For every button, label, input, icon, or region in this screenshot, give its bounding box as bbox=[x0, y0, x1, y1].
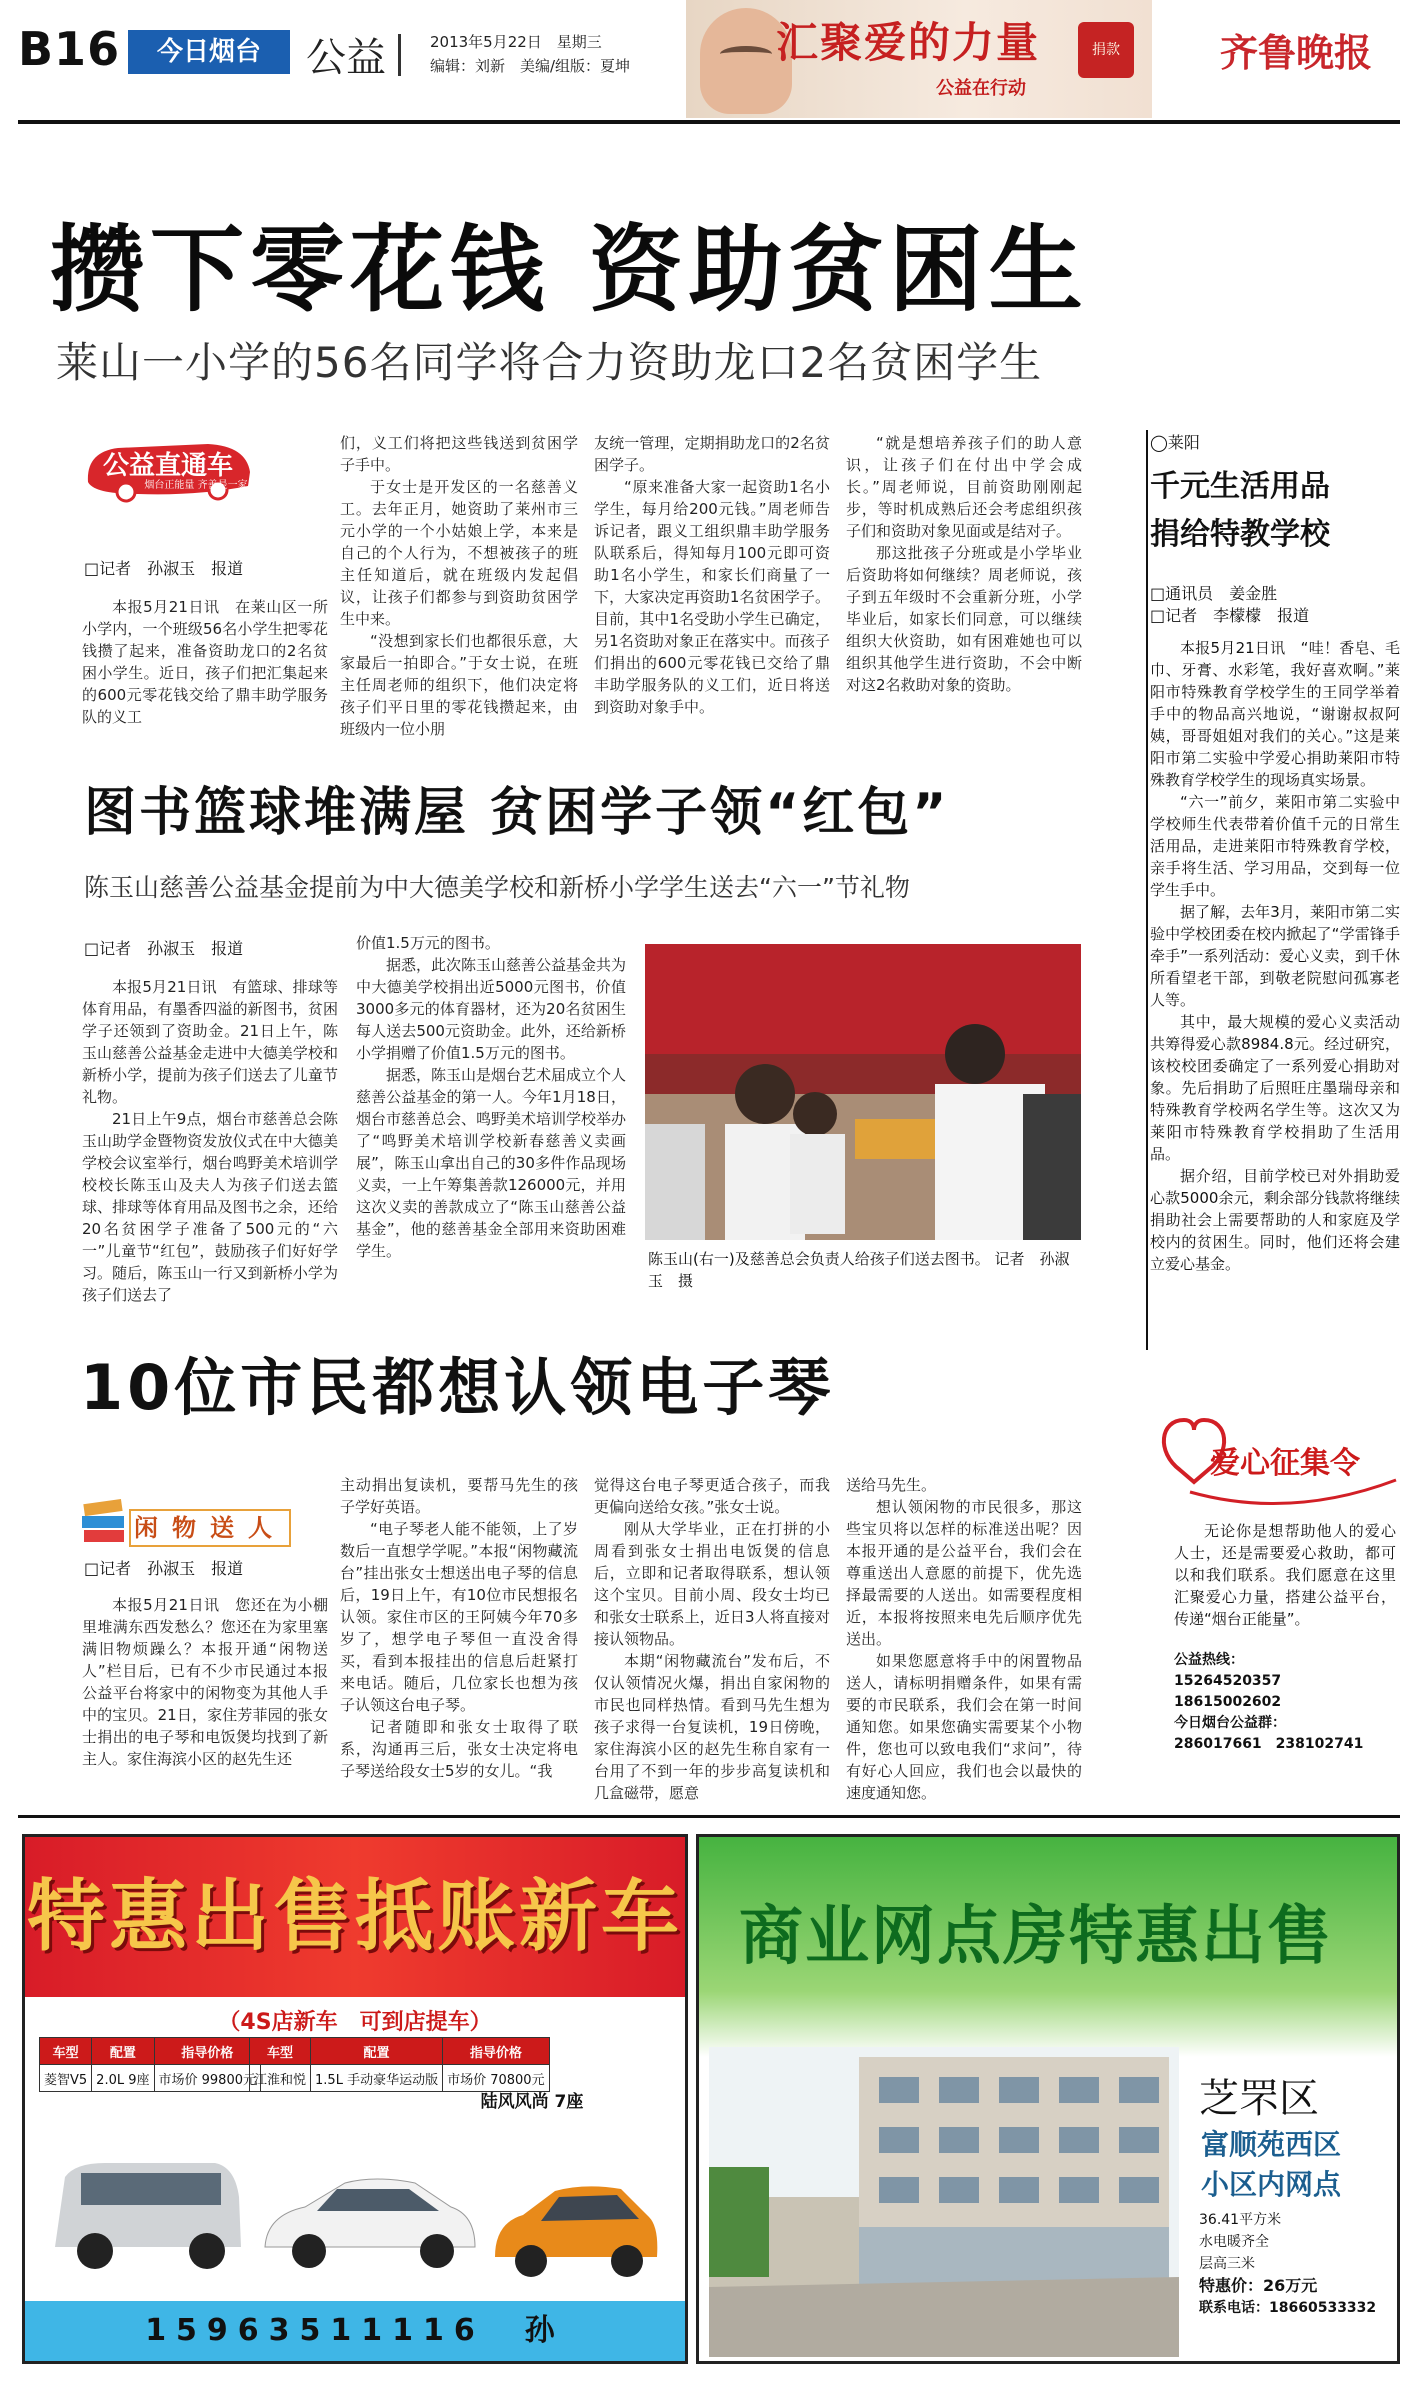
paragraph: 那这批孩子分班或是小学毕业后资助将如何继续？周老师说，孩子到五年级时不会重新分班，小学毕业后，如家长们同意，可以继续组织大伙资助，如有困难她也可以组织其他学生进行资助，不会中断对这2名救助对象的资助。 bbox=[846, 544, 1082, 694]
table-cell: 1.5L 手动豪华运动版 bbox=[311, 2065, 443, 2092]
car-table-left bbox=[39, 2037, 261, 2092]
paragraph: “就是想培养孩子们的助人意识，让孩子们在付出中学会成长。”周老师说，目前资助刚刚起步，等时机成熟后还会考虑组织孩子们和资助对象见面或是结对子。 bbox=[846, 434, 1082, 540]
paragraph: 记者随即和张女士取得了联系，沟通再三后，张女士决定将电子琴送给段女士5岁的女儿。“我 bbox=[340, 1718, 578, 1780]
paragraph: “六一”前夕，莱阳市第二实验中学校师生代表带着价值千元的日常生活用品，走进莱阳市特殊教育学校，亲手将生活、学习用品，交到每一位学生手中。 bbox=[1150, 793, 1400, 899]
paragraph: 21日上午9点，烟台市慈善总会陈玉山助学金暨物资发放仪式在中大德美学校会议室举行，烟台鸣野美术培训学校校长陈玉山及夫人为孩子们送去篮球、排球等体育用品及图书之余，还给20名贫困学子准备了500元的“六一”儿童节“红包”，鼓励孩子们好好学习。随后，陈玉山一行又到新桥小学为孩子们送去了 bbox=[82, 1110, 338, 1304]
table-header: 配置 bbox=[311, 2038, 443, 2065]
paragraph: 主动捐出复读机，要帮马先生的孩子学好英语。 bbox=[340, 1476, 578, 1516]
project-line: 富顺苑西区 bbox=[1201, 2128, 1342, 2161]
car-images bbox=[45, 2127, 665, 2297]
qq-group-numbers: 286017661 238102741 bbox=[1174, 1736, 1364, 1752]
byline-line: □通讯员 姜金胜 bbox=[1150, 584, 1278, 603]
sidebar-headline-line: 千元生活用品 bbox=[1150, 469, 1330, 504]
table-header: 指导价格 bbox=[443, 2038, 550, 2065]
story1-col2 bbox=[340, 432, 578, 740]
table-cell: 2.0L 9座 bbox=[92, 2065, 154, 2092]
sidebar-location: ◯莱阳 bbox=[1150, 433, 1200, 452]
paragraph: 据了解，去年3月，莱阳市第二实验中学校团委在校内掀起了“学雷锋手牵手”一系列活动：爱心义卖，到千休所看望老干部，到敬老院慰问孤寡老人等。 bbox=[1150, 903, 1400, 1009]
story3-col4 bbox=[846, 1474, 1082, 1804]
car-model-label: 陆风风尚 7座 bbox=[480, 2092, 584, 2112]
banner-subtitle: 公益在行动 bbox=[936, 78, 1026, 99]
donation-box-icon: 捐款 bbox=[1078, 22, 1134, 78]
paragraph: 刚从大学毕业，正在打拼的小周看到张女士捐出电饭煲的信息后，立即和记者取得联系，想认领这个宝贝。目前小周、段女士均已和张女士联系上，近日3人将直接对接认领物品。 bbox=[594, 1520, 830, 1648]
car-ad-subtitle: （4S店新车 可到店提车） bbox=[218, 2010, 492, 2035]
header-divider bbox=[398, 34, 401, 76]
banner-title: 汇聚爱的力量 bbox=[776, 18, 1041, 67]
free-items-logo bbox=[80, 1488, 300, 1558]
project-line: 小区内网点 bbox=[1201, 2168, 1342, 2201]
property-ad-title: 商业网点房特惠出售 bbox=[739, 1900, 1333, 1974]
story2-col1 bbox=[82, 976, 338, 1306]
sidebar-byline bbox=[1150, 583, 1400, 627]
car-table-right bbox=[249, 2037, 550, 2092]
love-call-body bbox=[1174, 1520, 1396, 1630]
story3-col3 bbox=[594, 1474, 830, 1804]
mpv-image bbox=[495, 2186, 657, 2277]
table-header: 指导价格 bbox=[154, 2038, 261, 2065]
paragraph: 无论你是想帮助他人的爱心人士，还是需要爱心救助，都可以和我们联系。我们愿意在这里汇聚爱心力量，搭建公益平台，传递“烟台正能量”。 bbox=[1174, 1522, 1396, 1628]
story1-col1 bbox=[82, 596, 328, 728]
paragraph: 其中，最大规模的爱心义卖活动共筹得爱心款8984.8元。经过研究，该校校团委确定了一系列爱心捐助对象。先后捐助了后照旺庄墨瑞母亲和特殊教育学校两名学生等。这次又为莱阳市特殊教育学校捐助了生活用品。 bbox=[1150, 1013, 1400, 1163]
price-line: 特惠价：26万元 bbox=[1199, 2276, 1318, 2295]
detail-line: 水电暖齐全 bbox=[1199, 2234, 1269, 2250]
paragraph: 友统一管理，定期捐助龙口的2名贫困学子。 bbox=[594, 434, 830, 474]
page-number: B16 bbox=[18, 22, 121, 76]
van-image bbox=[55, 2163, 241, 2269]
hotline-numbers: 15264520357 18615002602 bbox=[1174, 1673, 1296, 1710]
story1-byline: □记者 孙淑玉 报道 bbox=[84, 559, 244, 578]
contact-line: 联系电话：18660533332 bbox=[1199, 2300, 1377, 2316]
paragraph: 如果您愿意将手中的闲置物品送人，请标明捐赠条件，如果有需要的市民联系，我们会在第一时间通知您。如果您确实需要某个小物件，您也可以致电我们“求问”，待有好心人回应，我们也会以最快的速度通知您。 bbox=[846, 1652, 1082, 1802]
table-header: 车型 bbox=[250, 2038, 311, 2065]
charity-banner bbox=[686, 0, 1152, 118]
category-label: 公益 bbox=[306, 35, 386, 81]
car-ad-title: 特惠出售抵账新车 bbox=[25, 1837, 685, 1997]
paragraph: 送给马先生。 bbox=[846, 1476, 937, 1494]
table-header: 配置 bbox=[92, 2038, 154, 2065]
sedan-image bbox=[265, 2179, 475, 2268]
paragraph: 本期“闲物藏流台”发布后，不仅认领情况火爆，捐出自家闲物的市民也同样热情。看到马先生想为孩子求得一台复读机，19日傍晚，家住海滨小区的赵先生称自家有一台用了不到一年的步步高复读机和几盒磁带，愿意 bbox=[594, 1652, 830, 1802]
detail-line: 36.41平方米 bbox=[1199, 2212, 1282, 2228]
story2-col2 bbox=[356, 932, 626, 1262]
ad-divider bbox=[18, 1815, 1400, 1818]
love-call-title: 爱心征集令 bbox=[1210, 1446, 1360, 1481]
story1-subhead: 莱山一小学的56名同学将合力资助龙口2名贫困学生 bbox=[56, 338, 1043, 387]
paragraph: 本报5月21日讯 在莱山区一所小学内，一个班级56名小学生把零花钱攒了起来，准备资助龙口的2名贫困小学生。近日，孩子们把汇集起来的600元零花钱交给了鼎丰助学服务队的义工 bbox=[82, 598, 328, 726]
charity-express-logo bbox=[78, 432, 258, 504]
issue-date: 2013年5月22日 星期三 bbox=[430, 33, 602, 51]
qq-group-label: 今日烟台公益群： bbox=[1174, 1715, 1286, 1731]
property-sale-ad bbox=[696, 1834, 1400, 2364]
editor-credits: 编辑：刘新 美编/组版：夏坤 bbox=[430, 57, 631, 75]
project-name bbox=[1201, 2125, 1341, 2205]
love-call-box bbox=[1150, 1400, 1402, 1540]
photo-caption: 陈玉山(右一)及慈善总会负责人给孩子们送去图书。 记者 孙淑玉 摄 bbox=[648, 1250, 1070, 1290]
section-tag: 今日烟台 bbox=[128, 30, 290, 74]
byline-line: □记者 李檬檬 报道 bbox=[1150, 606, 1310, 625]
paragraph: 据介绍，目前学校已对外捐助爱心款5000余元，剩余部分钱款将继续捐助社会上需要帮助的人和家庭及学校内的贫困生。同时，他们还将会建立爱心基金。 bbox=[1150, 1167, 1400, 1273]
story2-subhead: 陈玉山慈善公益基金提前为中大德美学校和新桥小学学生送去“六一”节礼物 bbox=[84, 873, 910, 902]
paragraph: 据悉，陈玉山是烟台艺术届成立个人慈善公益基金的第一人。今年1月18日，烟台市慈善总会、鸣野美术培训学校举办了“鸣野美术培训学校新春慈善义卖画展”，陈玉山拿出自己的30多件作品现场义卖，一上午筹集善款126000元，并用这次义卖的善款成立了“陈玉山慈善公益基金”，他的慈善基金全部用来资助困难学生。 bbox=[356, 1066, 627, 1260]
story3-headline: 10位市民都想认领电子琴 bbox=[80, 1351, 835, 1424]
sidebar-divider bbox=[1146, 430, 1148, 1350]
story3-byline: □记者 孙淑玉 报道 bbox=[84, 1559, 244, 1578]
story1-col4 bbox=[846, 432, 1082, 696]
table-cell: 市场价 70800元 bbox=[443, 2065, 550, 2092]
story2-headline: 图书篮球堆满屋 贫困学子领“红包” bbox=[84, 783, 950, 843]
car-sale-ad bbox=[22, 1834, 688, 2364]
paragraph: 价值1.5万元的图书。 bbox=[356, 934, 500, 952]
detail-line: 层高三米 bbox=[1199, 2256, 1255, 2272]
badge-text: 闲物送人 bbox=[134, 1514, 286, 1542]
car-ad-phone: 15963511116 孙 bbox=[25, 2301, 685, 2361]
paragraph: 们，义工们将把这些钱送到贫困学子手中。 bbox=[340, 434, 578, 474]
newspaper-masthead: 齐鲁晚报 bbox=[1220, 30, 1373, 75]
paragraph: “没想到家长们也都很乐意，大家最后一拍即合。”于女士说，在班主任周老师的组织下，他们决定将孩子们平日里的零花钱攒起来，由班级内一位小朋 bbox=[340, 632, 578, 738]
story2-byline: □记者 孙淑玉 报道 bbox=[84, 939, 244, 958]
paragraph: 本报5月21日讯 “哇！香皂、毛巾、牙膏、水彩笔，我好喜欢啊。”莱阳市特殊教育学校学生的王同学举着手中的物品高兴地说，“谢谢叔叔阿姨，哥哥姐姐对我们的关心。”这是莱阳市第二实验中学爱心捐助莱阳市特殊教育学校学生的现场真实场景。 bbox=[1150, 639, 1400, 789]
badge-text: 公益直通车 bbox=[102, 451, 234, 481]
paragraph: 觉得这台电子琴更适合孩子，而我更偏向送给女孩。”张女士说。 bbox=[594, 1476, 830, 1516]
paragraph: 本报5月21日讯 有篮球、排球等体育用品，有墨香四溢的新图书，贫困学子还领到了资助金。21日上午，陈玉山慈善公益基金走进中大德美学校和新桥小学，提前为孩子们送去了儿童节礼物。 bbox=[82, 978, 338, 1106]
sidebar-headline-line: 捐给特教学校 bbox=[1150, 517, 1330, 552]
table-cell: 市场价 99800元 bbox=[154, 2065, 261, 2092]
paragraph: “电子琴老人能不能领，上了岁数后一直想学学呢。”本报“闲物藏流台”挂出张女士想送出电子琴的信息后，19日上午，有10位市民想报名认领。家住市区的王阿姨今年70多岁了，想学电子琴但一直没舍得买，看到本报挂出的信息后赶紧打来电话。随后，几位家长也想为孩子认领这台电子琴。 bbox=[340, 1520, 578, 1714]
story1-col3 bbox=[594, 432, 830, 718]
story1-headline: 攒下零花钱 资助贫困生 bbox=[50, 216, 1089, 325]
story3-col1 bbox=[82, 1594, 328, 1770]
paragraph: 于女士是开发区的一名慈善义工。去年正月，她资助了莱州市三元小学的一个小姑娘上学，本来是自己的个人行为，不想被孩子的班主任知道后，就在班级内发起倡议，让孩子们都参与到资助贫困学生中来。 bbox=[340, 478, 578, 628]
paragraph: 本报5月21日讯 您还在为小棚里堆满东西发愁么？您还在为家里塞满旧物烦躁么？本报开通“闲物送人”栏目后，已有不少市民通过本报公益平台将家中的闲物变为其他人手中的宝贝。21日，家住芳菲园的张女士捐出的电子琴和电饭煲均找到了新主人。家住海滨小区的赵先生还 bbox=[82, 1596, 328, 1768]
paragraph: 想认领闲物的市民很多，那这些宝贝将以怎样的标准送出呢？因本报开通的是公益平台，我们会在尊重送出人意愿的前提下，优先选择最需要的人送出。如需要程度相近，本报将按照来电先后顺序优先送出。 bbox=[846, 1498, 1082, 1648]
love-contact bbox=[1174, 1650, 1400, 1755]
property-details bbox=[1199, 2209, 1376, 2319]
header-meta bbox=[430, 30, 630, 78]
top-rule bbox=[18, 120, 1400, 124]
paragraph: 据悉，此次陈玉山慈善公益基金共为中大德美学校捐出近5000元图书，价值3000多元的体育器材，还为20名贫困生每人送去500元资助金。此外，还给新桥小学捐赠了价值1.5万元的图书。 bbox=[356, 956, 627, 1062]
news-photo bbox=[645, 944, 1081, 1240]
building-photo bbox=[709, 2047, 1179, 2357]
hotline-label: 公益热线： bbox=[1174, 1652, 1244, 1668]
table-cell: 江淮和悦 bbox=[250, 2065, 311, 2092]
story3-col2 bbox=[340, 1474, 578, 1782]
sidebar-body bbox=[1150, 637, 1400, 1275]
district-name: 芝罘区 bbox=[1199, 2076, 1319, 2122]
badge-slogan: 烟台正能量 齐善是一家 bbox=[144, 480, 248, 491]
sidebar-headline bbox=[1150, 463, 1400, 559]
table-header: 车型 bbox=[40, 2038, 92, 2065]
table-cell: 菱智V5 bbox=[40, 2065, 92, 2092]
paragraph: “原来准备大家一起资助1名小学生，每月给200元钱。”周老师告诉记者，跟义工组织鼎丰助学服务队联系后，得知每月100元即可资助1名小学生，和家长们商量了一下，大家决定再资助1名贫困学子。目前，其中1名受助小学生已确定，另1名资助对象正在落实中。而孩子们捐出的600元零花钱已交给了鼎丰助学服务队的义工们，近日将送到资助对象手中。 bbox=[594, 478, 830, 716]
sidebar-story bbox=[1150, 430, 1400, 1275]
